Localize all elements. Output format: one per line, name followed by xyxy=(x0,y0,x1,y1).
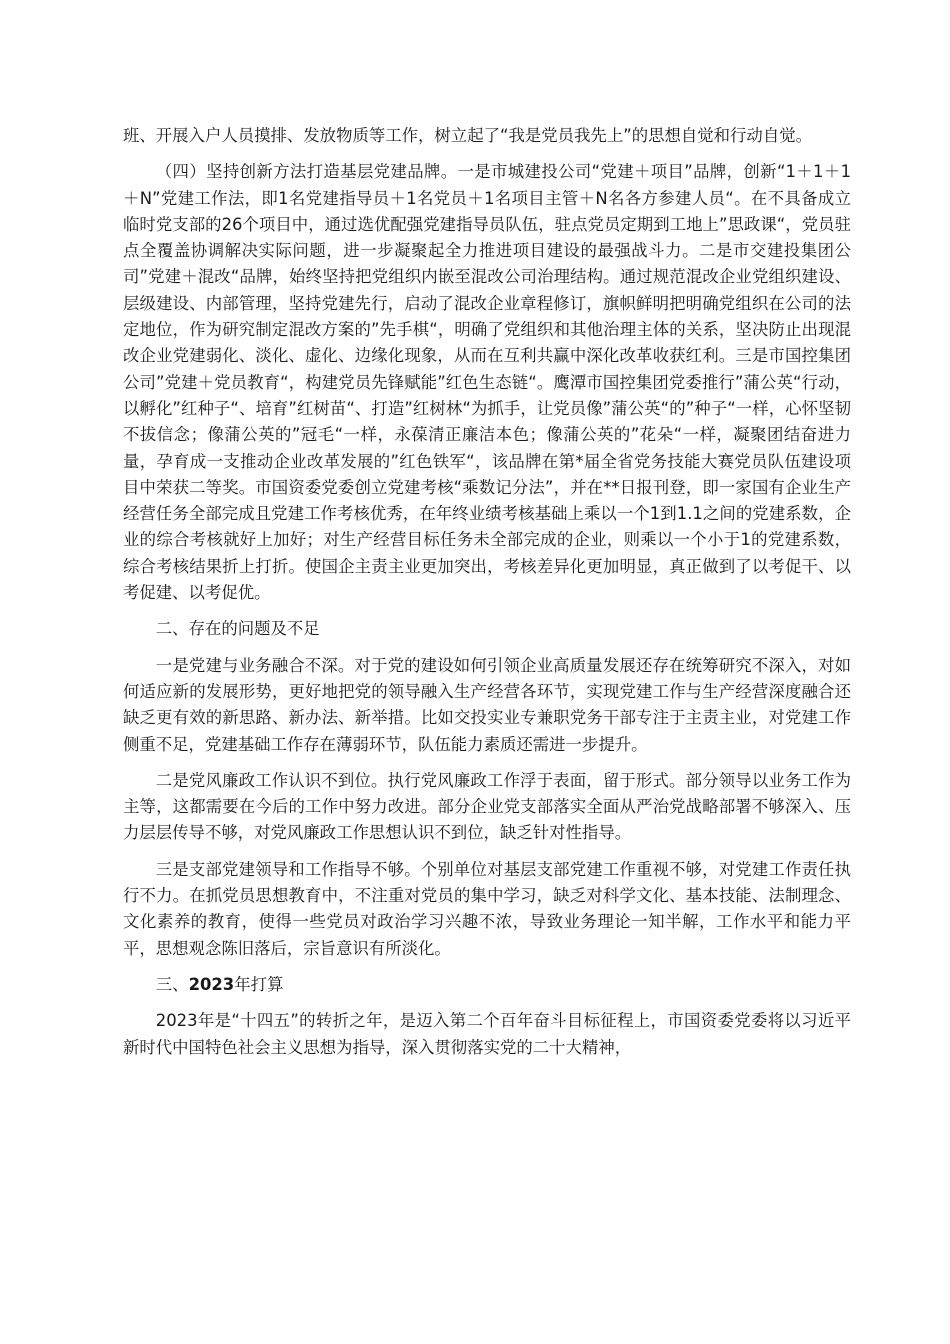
paragraph-problem-3: 三是支部党建领导和工作指导不够。个别单位对基层支部党建工作重视不够，对党建工作责任执行不力。在抓党员思想教育中，不注重对党员的集中学习，缺乏对科学文化、基本技能、法制理念、文化素养的教育，使得一些党员对政治学习兴趣不浓，导致业务理论一知半解，工作水平和能力平平，思想观念陈旧落后，宗旨意识有所淡化。 xyxy=(123,859,851,958)
document-page xyxy=(123,123,851,1071)
section-heading-problems: 二、存在的问题及不足 xyxy=(155,619,320,639)
paragraph-plan-intro: 2023年是“十四五”的转折之年，是迈入第二个百年奋斗目标征程上，市国资委党委将以习近平新时代中国特色社会主义思想为指导，深入贯彻落实党的二十大精神， xyxy=(123,1011,851,1057)
paragraph-continuation: 班、开展入户人员摸排、发放物质等工作，树立起了“我是党员我先上”的思想自觉和行动自觉。 xyxy=(123,126,812,145)
section-heading-plan-prefix: 三、 xyxy=(155,974,189,994)
paragraph-problem-2: 二是党风廉政工作认识不到位。执行党风廉政工作浮于表面，留于形式。部分领导以业务工作为主等，这都需要在今后的工作中努力改进。部分企业党支部落实全面从严治党战略部署不够深入、压力层层传导不够，对党风廉政工作思想认识不到位，缺乏针对性指导。 xyxy=(123,770,851,843)
section-heading-plan-suffix: 年打算 xyxy=(234,974,284,994)
section-heading-plan-year: 2023 xyxy=(188,974,235,994)
paragraph-problem-1: 一是党建与业务融合不深。对于党的建设如何引领企业高质量发展还存在统筹研究不深入，对如何适应新的发展形势，更好地把党的领导融入生产经营各环节，实现党建工作与生产经营深度融合还缺乏更有效的新思路、新办法、新举措。比如交投实业专兼职党务干部专注于主责主业，对党建工作侧重不足，党建基础工作存在薄弱环节，队伍能力素质还需进一步提升。 xyxy=(123,655,851,754)
paragraph-innovation-brand: （四）坚持创新方法打造基层党建品牌。一是市城建投公司“党建＋项目”品牌，创新“1＋1＋1＋N”党建工作法，即1名党建指导员＋1名党员＋1名项目主管＋N名各方参建人员“。在不具备成立临时党支部的26个项目中，通过选优配强党建指导员队伍，驻点党员定期到工地上”思政课“，党员驻点全覆盖协调解决实际问题，进一步凝聚起全力推进项目建设的最强战斗力。二是市交建投集团公司”党建＋混改“品牌，始终坚持把党组织内嵌至混改公司治理结构。通过规范混改企业党组织建设、层级建设、内部管理，坚持党建先行，启动了混改企业章程修订，旗帜鲜明把明确党组织在公司的法定地位，作为研究制定混改方案的”先手棋“，明确了党组织和其他治理主体的关系，坚决防止出现混改企业党建弱化、淡化、虚化、边缘化现象，从而在互利共赢中深化改革收获红利。三是市国控集团公司”党建＋党员教育“，构建党员先锋赋能”红色生态链“。鹰潭市国控集团党委推行”蒲公英“行动，以孵化”红种子“、培育”红树苗“、打造”红树林“为抓手，让党员像”蒲公英“的”种子“一样，心怀坚韧不拔信念；像蒲公英的”冠毛“一样，永葆清正廉洁本色；像蒲公英的”花朵“一样，凝聚团结奋进力量，孕育成一支推动企业改革发展的”红色铁军“，该品牌在第*届全省党务技能大赛党员队伍建设项目中荣获二等奖。市国资委党委创立党建考核“乘数记分法”，并在**日报刊登，即一家国有企业生产经营任务全部完成且党建工作考核优秀，在年终业绩考核基础上乘以一个1到1.1之间的党建系数，企业的综合考核就好上加好；对生产经营目标任务未全部完成的企业，则乘以一个小于1的党建系数，综合考核结果折上打折。使国企主责主业更加突出，考核差异化更加明显，真正做到了以考促干、以考促建、以考促优。 xyxy=(123,162,851,603)
section-heading-plan xyxy=(123,972,851,998)
